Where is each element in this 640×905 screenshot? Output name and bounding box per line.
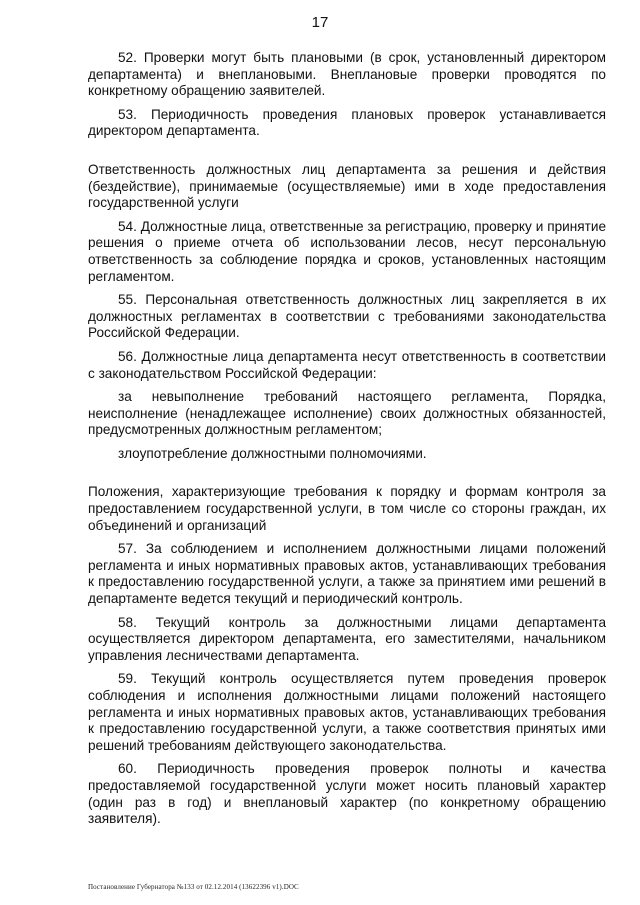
paragraph-60: 60. Периодичность проведения проверок полноты и качества предоставляемой государственной услуги может носить плановый характер (один раз в год) и внеплановый характер (по конкретному обращению заявителя). [88,761,606,827]
paragraph-54: 54. Должностные лица, ответственные за регистрацию, проверку и принятие решения о приеме отчета об использовании лесов, несут персональную ответственность за соблюдение порядка и сроков, установленных настоящим регламентом. [88,218,606,284]
paragraph-59: 59. Текущий контроль осуществляется путем проведения проверок соблюдения и исполнения должностными лицами положений настоящего регламента и иных нормативных правовых актов, устанавливающих требования к предоставлению государственной услуги, а также соответствия принятых ими решений требованиям действующего законодательства. [88,671,606,753]
document-footer: Постановление Губернатора №133 от 02.12.2014 (13622396 v1).DOC [88,883,299,891]
paragraph-53: 53. Периодичность проведения плановых проверок устанавливается директором департамента. [88,106,606,139]
paragraph-58: 58. Текущий контроль за должностными лицами департамента осуществляется директором департамента, его заместителями, начальником управления лесничествами департамента. [88,614,606,663]
paragraph-55: 55. Персональная ответственность должностных лиц закрепляется в их должностных регламентах в соответствии с требованиями законодательства Российской Федерации. [88,292,606,341]
paragraph-52: 52. Проверки могут быть плановыми (в срок, установленный директором департамента) и внеплановыми. Внеплановые проверки проводятся по конкретному обращению заявителей. [88,50,606,99]
document-body [88,50,606,828]
paragraph-56-item-1: за невыполнение требований настоящего регламента, Порядка, неисполнение (ненадлежащее исполнение) своих должностных обязанностей, предусмотренных должностным регламентом; [88,389,606,438]
paragraph-57: 57. За соблюдением и исполнением должностными лицами положений регламента и иных нормативных правовых актов, устанавливающих требования к предоставлению государственной услуги, а также за принятием ими решений в департаменте ведется текущий и периодический контроль. [88,541,606,607]
section-heading-control: Положения, характеризующие требования к порядку и формам контроля за предоставлением государственной услуги, в том числе со стороны граждан, их объединений и организаций [88,484,606,533]
paragraph-56-item-2: злоупотребление должностными полномочиями. [118,445,427,461]
paragraph-56: 56. Должностные лица департамента несут ответственность в соответствии с законодательством Российской Федерации: [88,348,606,381]
page-number: 17 [311,14,329,31]
section-heading-responsibility: Ответственность должностных лиц департамента за решения и действия (бездействие), принимаемые (осуществляемые) ими в ходе предоставления государственной услуги [88,161,606,211]
